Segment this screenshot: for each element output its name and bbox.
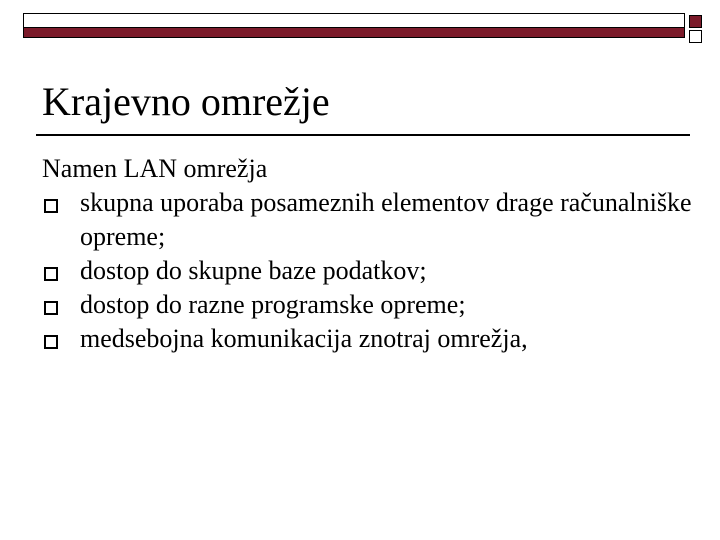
bullet-text: medsebojna komunikacija znotraj omrežja, [80, 324, 528, 353]
square-bullet-icon [44, 199, 58, 213]
square-bullet-icon [44, 301, 58, 315]
slide-title: Krajevno omrežje [42, 79, 330, 124]
square-bullet-icon [44, 335, 58, 349]
bullet-item [42, 254, 692, 288]
corner-outline-square-icon [689, 30, 702, 43]
bullet-text: dostop do razne programske opreme; [80, 290, 466, 319]
title-divider [36, 134, 690, 136]
content-heading: Namen LAN omrežja [42, 154, 268, 183]
bullet-text: dostop do skupne baze podatkov; [80, 256, 427, 285]
slide-content [42, 152, 692, 356]
bullet-item [42, 186, 692, 254]
bullet-list [42, 186, 692, 356]
bullet-item [42, 288, 692, 322]
top-decor-accent-bar [23, 27, 685, 38]
square-bullet-icon [44, 267, 58, 281]
bullet-text: skupna uporaba posameznih elementov drage računalniške opreme; [80, 188, 692, 251]
bullet-item [42, 322, 692, 356]
corner-accent-square-icon [689, 15, 702, 28]
